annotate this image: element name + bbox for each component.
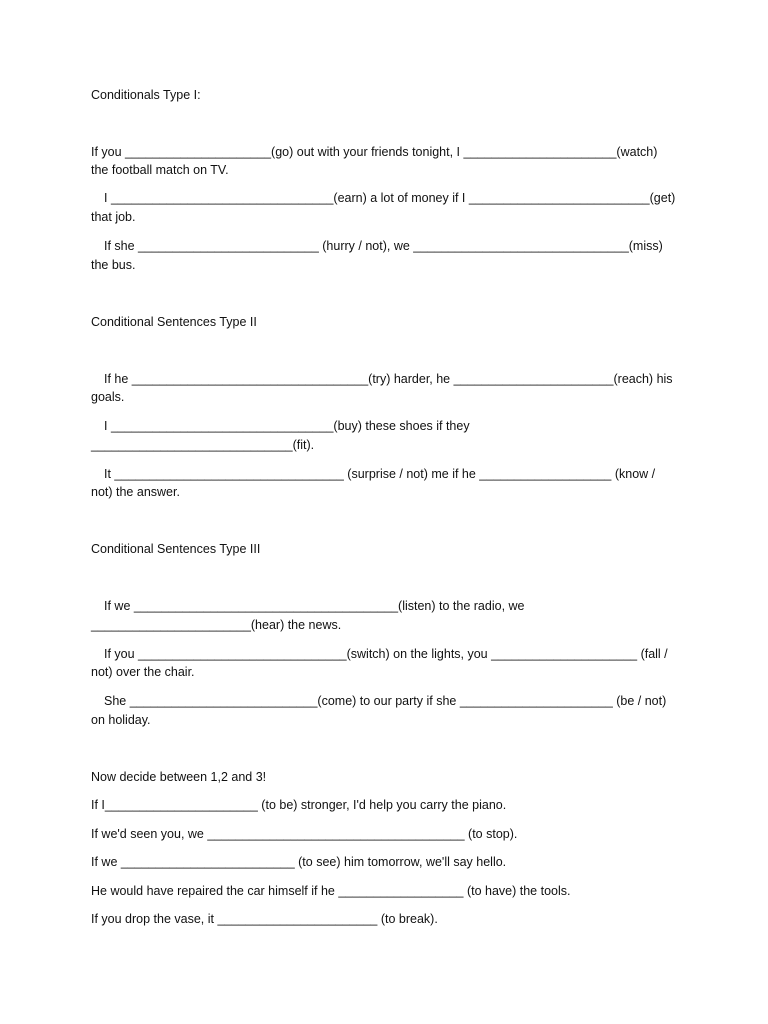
exercise-line: It _________________________________ (surprise / not) me if he ___________________ (know /: [104, 467, 656, 481]
exercise-line: If we _________________________ (to see) him tomorrow, we'll say hello.: [91, 855, 507, 869]
exercise-line: I ________________________________(buy) these shoes if they: [104, 419, 470, 433]
exercise-line: the football match on TV.: [91, 163, 229, 177]
exercise-line: I ________________________________(earn) a lot of money if I __________________________(get): [104, 191, 676, 205]
exercise-line: If you drop the vase, it _______________________ (to break).: [91, 912, 438, 926]
exercise-line: If I______________________ (to be) stronger, I'd help you carry the piano.: [91, 798, 507, 812]
exercise-line: She ___________________________(come) to our party if she ______________________ (be / not): [104, 694, 667, 708]
section-heading-type-2: Conditional Sentences Type II: [91, 315, 257, 329]
section-heading-type-1: Conditionals Type I:: [91, 88, 201, 102]
exercise-line: If he __________________________________(try) harder, he _______________________(reach) his: [104, 372, 673, 386]
exercise-line: If you ______________________________(switch) on the lights, you _____________________ (fall /: [104, 647, 668, 661]
exercise-line: on holiday.: [91, 713, 151, 727]
exercise-line: not) the answer.: [91, 485, 180, 499]
exercise-line: If we'd seen you, we _____________________________________ (to stop).: [91, 827, 518, 841]
exercise-line: _______________________(hear) the news.: [91, 618, 342, 632]
exercise-line: If we ______________________________________(listen) to the radio, we: [104, 599, 525, 613]
exercise-line: He would have repaired the car himself if he __________________ (to have) the tools.: [91, 884, 571, 898]
exercise-line: the bus.: [91, 258, 136, 272]
exercise-line: _____________________________(fit).: [91, 438, 315, 452]
exercise-line: that job.: [91, 210, 136, 224]
exercise-line: If you _____________________(go) out with your friends tonight, I ______________________(watch): [91, 145, 658, 159]
exercise-line: not) over the chair.: [91, 665, 195, 679]
section-heading-mixed: Now decide between 1,2 and 3!: [91, 770, 267, 784]
exercise-line: goals.: [91, 390, 125, 404]
exercise-line: If she __________________________ (hurry / not), we _______________________________(miss): [104, 239, 663, 253]
section-heading-type-3: Conditional Sentences Type III: [91, 542, 261, 556]
